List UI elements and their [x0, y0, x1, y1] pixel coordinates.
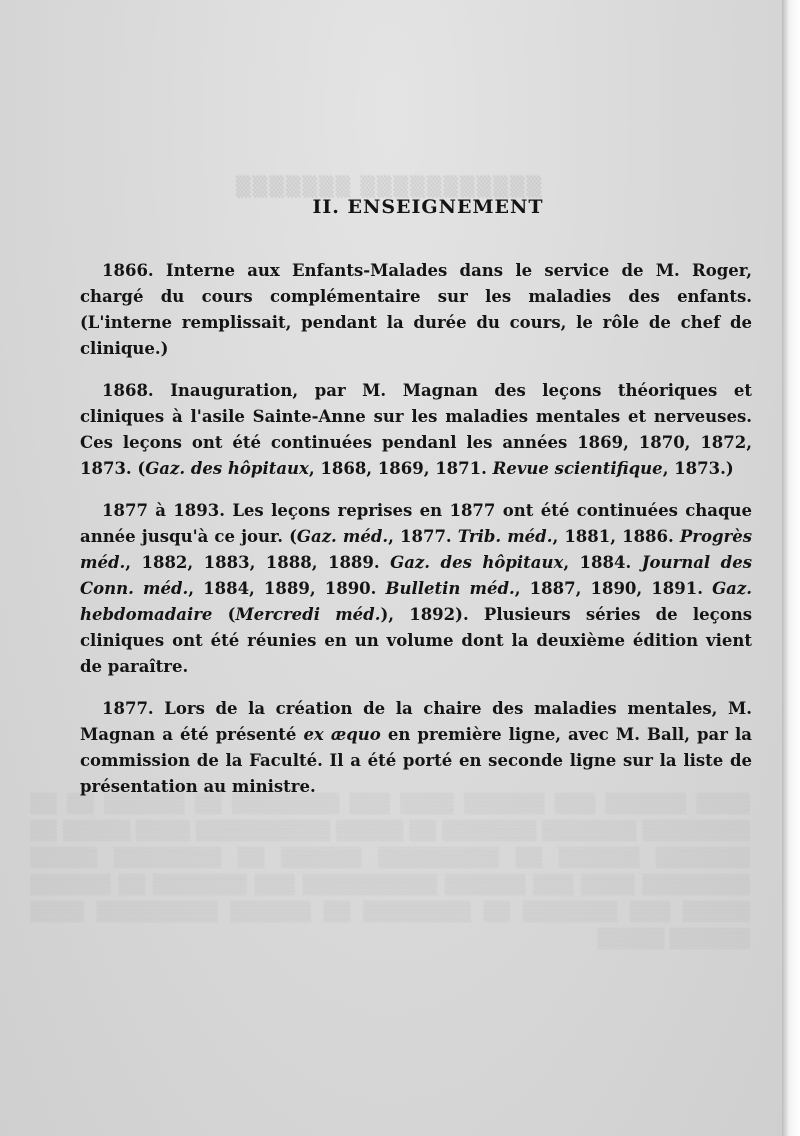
scan-edge	[782, 0, 800, 1136]
section-heading: II. ENSEIGNEMENT	[312, 196, 544, 218]
citation-title: Progrès méd.	[80, 527, 753, 572]
paragraph-text: , 1877.	[388, 527, 458, 546]
paragraph-list	[80, 258, 752, 800]
paragraph-text: en première ligne, avec M. Ball, par la commission de la Faculté. Il a été porté en seconde ligne sur la liste de présentation au ministre.	[80, 725, 752, 796]
paragraph-text: Interne aux Enfants-Malades dans le service de M. Roger, chargé du cours complémentaire sur les maladies des enfants. (L'interne remplissait, pendant la durée du cours, le rôle de chef de clinique.)	[80, 261, 752, 358]
citation-title: Gaz. méd.	[296, 527, 389, 546]
paragraph	[80, 498, 752, 680]
citation-title: Journal des Conn. méd.	[80, 553, 752, 598]
paragraph	[80, 258, 752, 362]
mirrored-bleed-text: ▒▒▒▒ ▒▒▒▒▒▒ ▒▒▒ ▒▒▒▒▒▒ ▒▒▒▒ ▒▒▒ ▒▒▒▒▒▒▒▒ ▒▒ ▒▒▒▒▒▒ ▒▒ ▒▒ ▒▒▒▒▒▒▒▒ ▒▒▒▒▒▒▒ ▒▒▒▒▒▒▒ ▒▒ ▒▒▒▒▒ ▒▒▒▒▒▒▒▒▒▒ ▒▒▒▒ ▒▒▒▒▒ ▒▒ ▒▒▒▒▒▒▒ ▒▒▒▒▒▒ ▒▒ ▒▒▒▒▒▒▒▒▒ ▒▒▒▒▒▒ ▒▒ ▒▒▒▒▒▒▒▒ ▒▒▒▒▒ ▒▒▒▒▒▒▒▒ ▒▒▒▒ ▒▒▒ ▒▒▒▒▒▒ ▒▒▒▒▒▒▒▒▒▒ ▒▒▒ ▒▒▒▒▒▒▒ ▒▒ ▒▒▒▒▒▒ ▒▒▒▒▒ ▒▒▒ ▒▒▒▒▒▒▒ ▒▒ ▒▒▒▒▒▒▒▒ ▒▒ ▒▒▒▒▒▒ ▒▒▒▒▒▒▒▒▒ ▒▒▒▒ ▒▒▒▒▒▒ ▒▒▒▒▒	[30, 793, 750, 949]
paragraph-year: 1866.	[102, 261, 166, 280]
paragraph-text: Les leçons reprises en 1877 ont été continuées chaque année jusqu'à ce jour. (	[80, 501, 752, 546]
paragraph-text: Lors de la création de la chaire des maladies mentales, M. Magnan a été présenté	[80, 699, 752, 744]
paragraph-text: , 1884, 1889, 1890.	[188, 579, 386, 598]
citation-title: Revue scientifique	[492, 459, 663, 478]
paragraph	[80, 378, 752, 482]
paragraph-text: , 1884.	[563, 553, 642, 572]
citation-title: Gaz. hebdomadaire	[80, 579, 752, 624]
paragraph-year: 1868.	[102, 381, 171, 400]
paragraph-text: (	[212, 605, 236, 624]
paragraph-text: , 1881, 1886.	[552, 527, 680, 546]
paragraph-text: , 1887, 1890, 1891.	[514, 579, 713, 598]
paragraph-text: ), 1892). Plusieurs séries de leçons cliniques ont été réunies en un volume dont la deuxième édition vient de paraître.	[80, 605, 752, 676]
citation-title: Bulletin méd.	[385, 579, 515, 598]
paragraph-text: Inauguration, par M. Magnan des leçons théoriques et cliniques à l'asile Sainte-Anne sur les maladies mentales et nerveuses. Ces leçons ont été continuées pendanl les années 1869, 1870, 1872, 1873. (	[80, 381, 752, 478]
ghost-heading: ▒▒▒▒▒▒▒ ▒▒▒▒▒▒▒▒▒▒▒	[236, 176, 544, 198]
paragraph	[80, 696, 752, 800]
citation-title: ex æquo	[303, 725, 381, 744]
citation-title: Trib. méd.	[457, 527, 553, 546]
document-body	[80, 196, 752, 816]
citation-title: Gaz. des hôpitaux	[145, 459, 309, 478]
paragraph-text: , 1868, 1869, 1871.	[308, 459, 493, 478]
paragraph-year: 1877 à 1893.	[102, 501, 233, 520]
paragraph-year: 1877.	[102, 699, 165, 718]
citation-title: Gaz. des hôpitaux	[390, 553, 564, 572]
citation-title: Mercredi méd.	[235, 605, 381, 624]
paragraph-text: , 1882, 1883, 1888, 1889.	[125, 553, 391, 572]
paragraph-text: , 1873.)	[662, 459, 734, 478]
